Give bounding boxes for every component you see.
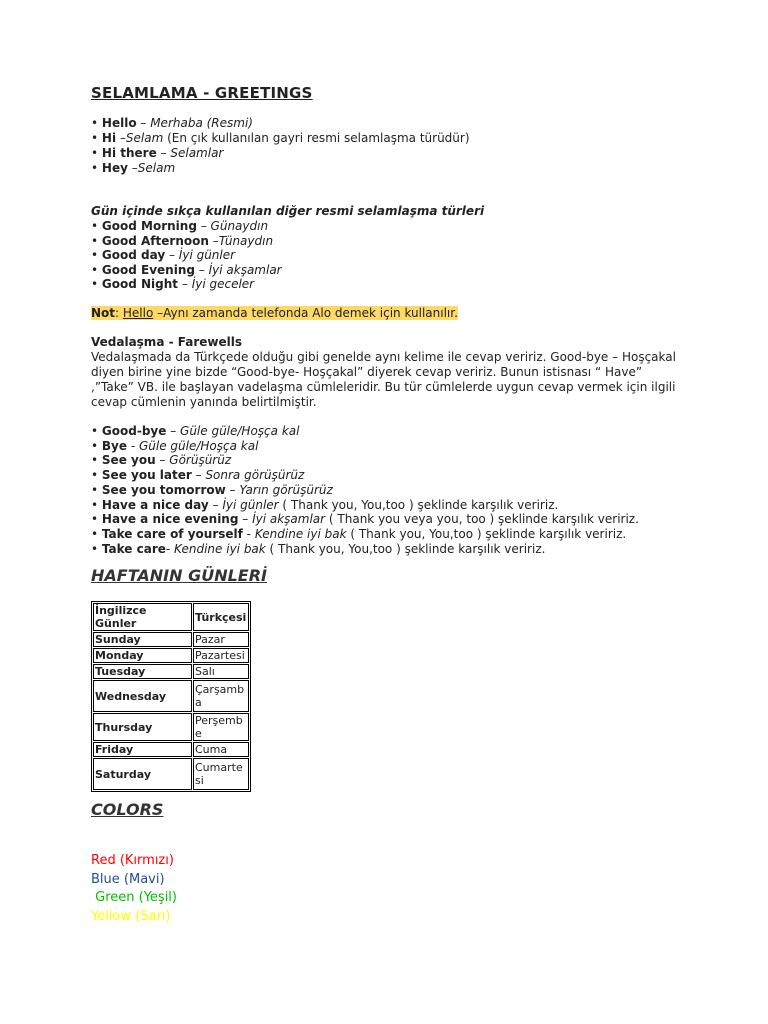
table-row	[93, 758, 249, 790]
term-note: ( Thank you veya you, too ) şeklinde karşılık veririz.	[325, 512, 639, 527]
term-en: Take care	[101, 541, 166, 556]
list-item: • Hi –Selam (En çık kullanılan gayri resmi selamlaşma türüdür)	[91, 131, 470, 145]
list-item: • Have a nice evening – İyi akşamlar ( Thank you veya you, too ) şeklinde karşılık veririz.	[91, 512, 639, 527]
list-item: • Have a nice day – İyi günler ( Thank you, You,too ) şeklinde karşılık veririz.	[91, 497, 559, 512]
term-sep: –	[225, 482, 240, 497]
table-header-row	[93, 603, 249, 631]
color-item: Yellow (Sarı)	[91, 908, 171, 924]
table-cell: Wednesday	[93, 680, 192, 712]
term-sep: –	[208, 497, 223, 512]
term-tr: Yarın görüşürüz	[239, 482, 333, 497]
list-item: • Good Evening – İyi akşamlar	[91, 262, 282, 277]
term-sep: -	[165, 541, 175, 556]
table-cell: Pazar	[193, 632, 249, 647]
term-en: See you	[101, 453, 156, 468]
term-sep: –	[238, 512, 253, 527]
term-sep: –	[178, 277, 192, 292]
term-sep: –	[208, 233, 219, 248]
color-item: Blue (Mavi)	[91, 871, 165, 887]
term-tr: Güle güle/Hoşça kal	[180, 424, 300, 438]
term-note: ( Thank you, You,too ) şeklinde karşılık veririz.	[265, 541, 546, 556]
list-item: • Take care- Kendine iyi bak ( Thank you, You,too ) şeklinde karşılık veririz.	[91, 541, 546, 556]
term-tr: İyi günler	[222, 497, 279, 512]
term-tr: İyi günler	[178, 248, 236, 263]
term-tr: Kendine iyi bak	[254, 526, 347, 541]
table-cell: Saturday	[93, 758, 192, 790]
term-sep: –	[116, 131, 126, 145]
farewells-title: Vedalaşma - Farewells	[91, 335, 242, 349]
list-item: • See you later – Sonra görüşürüz	[91, 468, 305, 483]
term-sep: –	[165, 248, 179, 263]
term-en: Hi there	[101, 146, 157, 160]
term-en: Good Evening	[101, 262, 195, 277]
table-row	[93, 632, 249, 647]
list-item: • Bye - Güle güle/Hoşça kal	[91, 438, 259, 453]
table-row	[93, 713, 249, 741]
table-row	[93, 742, 249, 757]
term-en: Good Night	[101, 277, 179, 292]
term-en: Have a nice evening	[101, 512, 239, 527]
term-sep: –	[196, 219, 211, 233]
term-tr: Tünaydın	[218, 233, 274, 248]
table-cell: Çarşamba	[193, 680, 249, 712]
term-sep: –	[156, 146, 171, 160]
term-en: Hello	[101, 116, 137, 130]
colors-title: COLORS	[91, 800, 164, 819]
table-header: İngilizce Günler	[93, 603, 192, 631]
table-cell: Monday	[93, 648, 192, 663]
table-cell: Cumartesi	[193, 758, 249, 790]
term-en: Good Afternoon	[101, 233, 209, 248]
term-en: Have a nice day	[101, 497, 209, 512]
term-tr: İyi akşamlar	[252, 512, 326, 527]
list-item: • Good-bye – Güle güle/Hoşça kal	[91, 424, 300, 438]
list-item: • See you tomorrow – Yarın görüşürüz	[91, 482, 333, 497]
term-sep: –	[136, 116, 151, 130]
term-en: See you later	[101, 468, 192, 483]
table-header: Türkçesi	[193, 603, 249, 631]
term-en: Good day	[101, 248, 166, 263]
term-sep: –	[191, 468, 206, 483]
table-cell: Tuesday	[93, 664, 192, 679]
term-en: See you tomorrow	[101, 482, 226, 497]
term-sep: –	[127, 161, 138, 175]
table-row	[93, 664, 249, 679]
days-title: HAFTANIN GÜNLERİ	[91, 566, 267, 585]
term-tr: İyi akşamlar	[208, 262, 282, 277]
term-sep: –	[166, 424, 181, 438]
table-cell: Perşembe	[193, 713, 249, 741]
term-tr: Günaydın	[210, 219, 269, 233]
term-tr: Merhaba (Resmi)	[150, 116, 253, 130]
list-item: • Hey –Selam	[91, 161, 176, 175]
color-item: Red (Kırmızı)	[91, 853, 174, 868]
list-item: • Take care of yourself - Kendine iyi bak ( Thank you, You,too ) şeklinde karşılık veririz.	[91, 526, 627, 541]
term-tr: Güle güle/Hoşça kal	[138, 438, 259, 453]
table-cell: Pazartesi	[193, 648, 249, 663]
term-note: (En çık kullanılan gayri resmi selamlaşma türüdür)	[163, 131, 470, 145]
term-tr: Selam	[137, 161, 176, 175]
table-cell: Salı	[193, 664, 249, 679]
term-tr: Selam	[125, 131, 164, 145]
greetings-title: SELAMLAMA - GREETINGS	[91, 84, 313, 102]
term-en: Bye	[101, 438, 128, 453]
farewells-paragraph: Vedalaşmada da Türkçede olduğu gibi genelde aynı kelime ile cevap veririz. Good-bye – Hoşçakal diyen birine yine bizde “Good-bye- Hoşçakal” diyerek cevap veririz. Bunun istisnası “ Have” ,”Take” VB. ile başlayan vadelaşma cümleleridir. Bu tür cümlelerde uygun cevap vermek için ilgili cevap cümlenin yanında belirtilmiştir.	[91, 350, 676, 409]
term-tr: Görüşürüz	[169, 453, 232, 468]
list-item: • Hi there – Selamlar	[91, 146, 224, 160]
color-item: Green (Yeşil)	[91, 890, 177, 905]
term-sep: –	[155, 453, 170, 468]
list-item: • Good day – İyi günler	[91, 248, 236, 263]
note-word: Hello	[122, 306, 154, 320]
term-sep: –	[194, 262, 209, 277]
table-cell: Thursday	[93, 713, 192, 741]
term-en: Good Morning	[101, 219, 197, 233]
term-note: ( Thank you, You,too ) şeklinde karşılık veririz.	[278, 497, 559, 512]
list-item: • Good Afternoon –Tünaydın	[91, 233, 274, 248]
term-en: Hey	[101, 161, 128, 175]
table-cell: Friday	[93, 742, 192, 757]
term-sep: -	[242, 526, 255, 541]
list-item: • Hello – Merhaba (Resmi)	[91, 116, 253, 130]
note-label: Not	[91, 306, 116, 320]
table-cell: Cuma	[193, 742, 249, 757]
daily-greetings-heading: Gün içinde sıkça kullanılan diğer resmi selamlaşma türleri	[91, 204, 485, 218]
term-sep: -	[127, 438, 139, 453]
list-item: • Good Morning – Günaydın	[91, 219, 269, 233]
note-line: Not: Hello –Aynı zamanda telefonda Alo demek için kullanılır.	[91, 306, 458, 320]
list-item: • See you – Görüşürüz	[91, 453, 232, 468]
term-note: ( Thank you, You,too ) şeklinde karşılık veririz.	[346, 526, 627, 541]
term-tr: İyi geceler	[191, 277, 255, 292]
term-en: Take care of yourself	[101, 526, 243, 541]
table-row	[93, 680, 249, 712]
term-en: Good-bye	[101, 424, 167, 438]
table-cell: Sunday	[93, 632, 192, 647]
term-tr: Sonra görüşürüz	[205, 468, 305, 483]
list-item: • Good Night – İyi geceler	[91, 277, 255, 292]
table-row	[93, 648, 249, 663]
days-table	[91, 601, 251, 792]
term-tr: Kendine iyi bak	[174, 541, 266, 556]
term-tr: Selamlar	[170, 146, 224, 160]
term-en: Hi	[101, 131, 117, 145]
